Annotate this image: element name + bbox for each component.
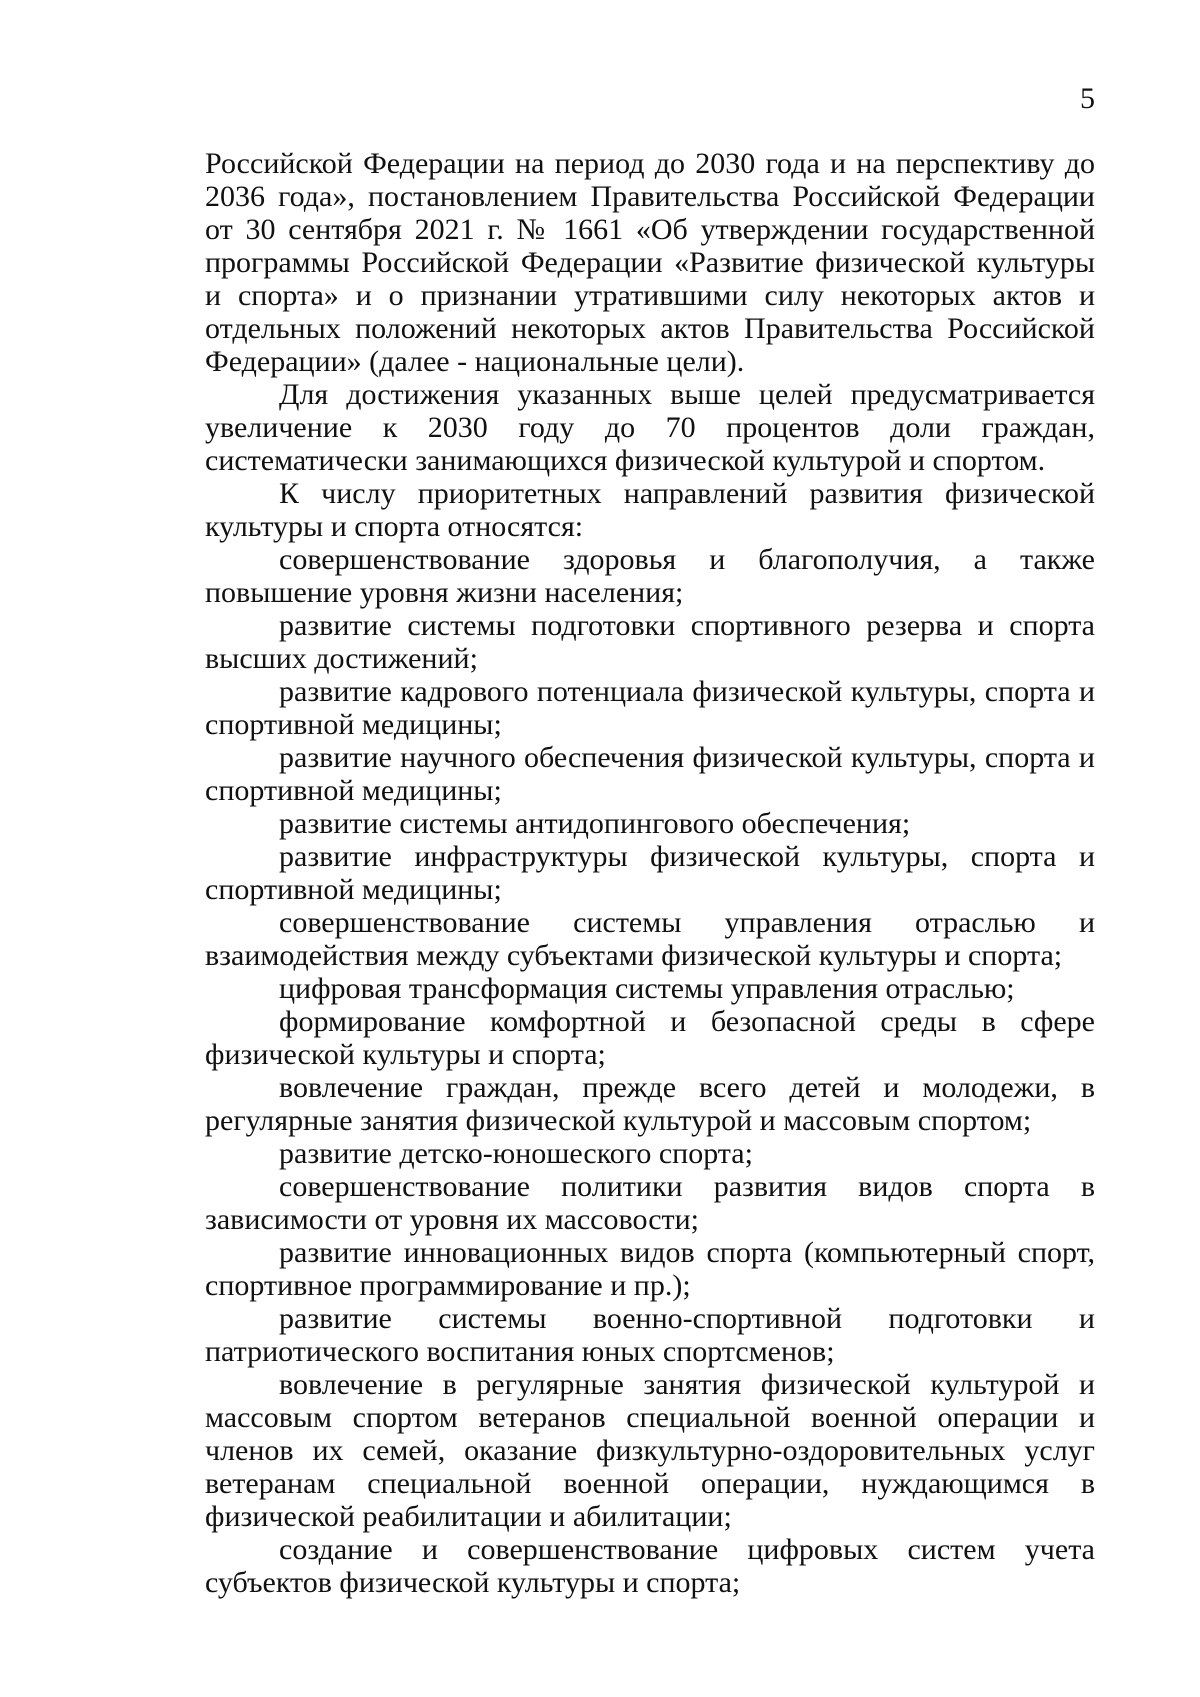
paragraph: развитие научного обеспечения физической культуры, спорта и спортивной медицины;	[205, 741, 1095, 807]
paragraph: Для достижения указанных выше целей предусматривается увеличение к 2030 году до 70 процентов доли граждан, систематически занимающихся физической культурой и спортом.	[205, 378, 1095, 477]
paragraph: Российской Федерации на период до 2030 года и на перспективу до 2036 года», постановлением Правительства Российской Федерации от 30 сентября 2021 г. № 1661 «Об утверждении государственной программы Российской Федерации «Развитие физической культуры и спорта» и о признании утратившими силу некоторых актов и отдельных положений некоторых актов Правительства Российской Федерации» (далее - национальные цели).	[205, 147, 1095, 378]
paragraph: развитие детско-юношеского спорта;	[279, 1137, 753, 1170]
paragraph: совершенствование системы управления отраслью и взаимодействия между субъектами физической культуры и спорта;	[205, 906, 1095, 972]
paragraph: совершенствование здоровья и благополучия, а также повышение уровня жизни населения;	[205, 543, 1095, 609]
paragraph: вовлечение в регулярные занятия физической культурой и массовым спортом ветеранов специальной военной операции и членов их семей, оказание физкультурно-оздоровительных услуг ветеранам специальной военной операции, нуждающимся в физической реабилитации и абилитации;	[205, 1368, 1095, 1533]
paragraph: цифровая трансформация системы управления отраслью;	[279, 972, 1015, 1005]
page-number: 5	[1080, 82, 1095, 115]
document-body	[205, 147, 1095, 1599]
paragraph: совершенствование политики развития видов спорта в зависимости от уровня их массовости;	[205, 1170, 1095, 1236]
paragraph: развитие кадрового потенциала физической культуры, спорта и спортивной медицины;	[205, 675, 1095, 741]
paragraph: развитие инфраструктуры физической культуры, спорта и спортивной медицины;	[205, 840, 1095, 906]
paragraph: создание и совершенствование цифровых систем учета субъектов физической культуры и спорта;	[205, 1533, 1095, 1599]
paragraph: развитие системы подготовки спортивного резерва и спорта высших достижений;	[205, 609, 1095, 675]
paragraph: развитие системы военно-спортивной подготовки и патриотического воспитания юных спортсменов;	[205, 1302, 1095, 1368]
paragraph: развитие системы антидопингового обеспечения;	[279, 807, 911, 840]
paragraph: вовлечение граждан, прежде всего детей и молодежи, в регулярные занятия физической культурой и массовым спортом;	[205, 1071, 1095, 1137]
paragraph: К числу приоритетных направлений развития физической культуры и спорта относятся:	[205, 477, 1095, 543]
paragraph: формирование комфортной и безопасной среды в сфере физической культуры и спорта;	[205, 1005, 1095, 1071]
paragraph: развитие инновационных видов спорта (компьютерный спорт, спортивное программирование и пр.);	[205, 1236, 1095, 1302]
